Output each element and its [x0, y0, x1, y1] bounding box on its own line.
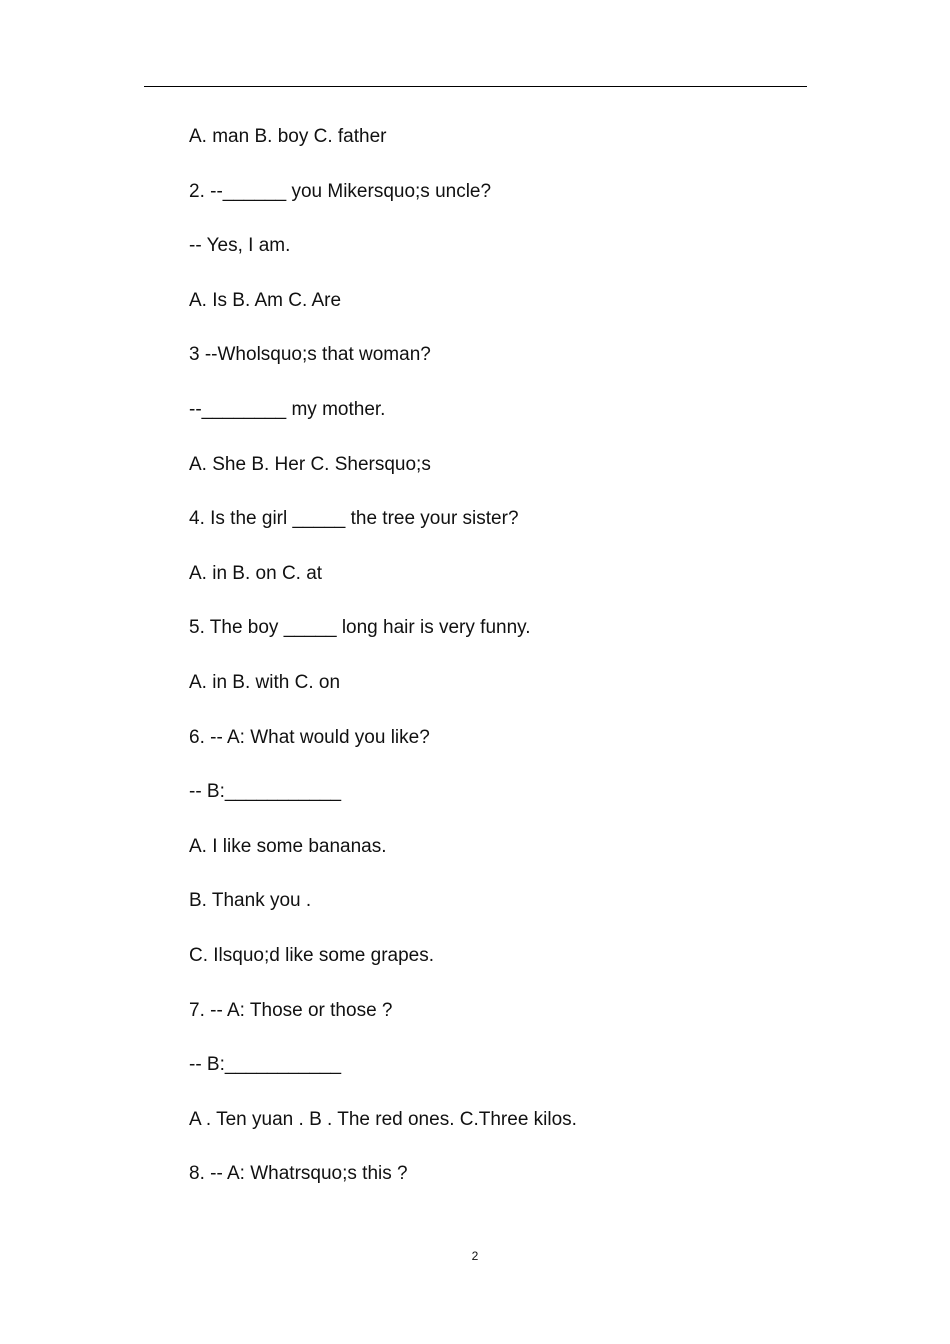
answer-option-a: A. I like some bananas. — [189, 835, 387, 857]
answer-options: A. Is B. Am C. Are — [189, 289, 342, 311]
question-6: 6. -- A: What would you like? — [189, 726, 430, 748]
question-2: 2. --______ you Mikersquo;s uncle? — [189, 180, 492, 202]
document-body — [189, 124, 829, 1216]
answer-options: A. in B. with C. on — [189, 671, 341, 693]
text-line: A. man B. boy C. father — [189, 126, 387, 147]
dialogue-answer: --________ my mother. — [189, 398, 386, 420]
page-number: 2 — [471, 1249, 479, 1263]
question-5: 5. The boy _____ long hair is very funny. — [189, 617, 531, 639]
answer-options: A . Ten yuan . B . The red ones. C.Three kilos. — [189, 1108, 577, 1130]
question-8: 8. -- A: Whatrsquo;s this ? — [189, 1163, 408, 1185]
header-rule — [144, 86, 807, 87]
dialogue-answer: -- B:___________ — [189, 1054, 342, 1076]
dialogue-answer: -- B:___________ — [189, 781, 342, 803]
answer-option-b: B. Thank you . — [189, 890, 312, 912]
question-4: 4. Is the girl _____ the tree your sister? — [189, 508, 519, 530]
answer-options: A. in B. on C. at — [189, 562, 323, 584]
answer-options: A. She B. Her C. Shersquo;s — [189, 453, 431, 475]
dialogue-answer: -- Yes, I am. — [189, 235, 291, 257]
question-3: 3 --Wholsquo;s that woman? — [189, 344, 431, 366]
question-7: 7. -- A: Those or those ? — [189, 999, 393, 1021]
answer-option-c: C. Ilsquo;d like some grapes. — [189, 944, 435, 966]
